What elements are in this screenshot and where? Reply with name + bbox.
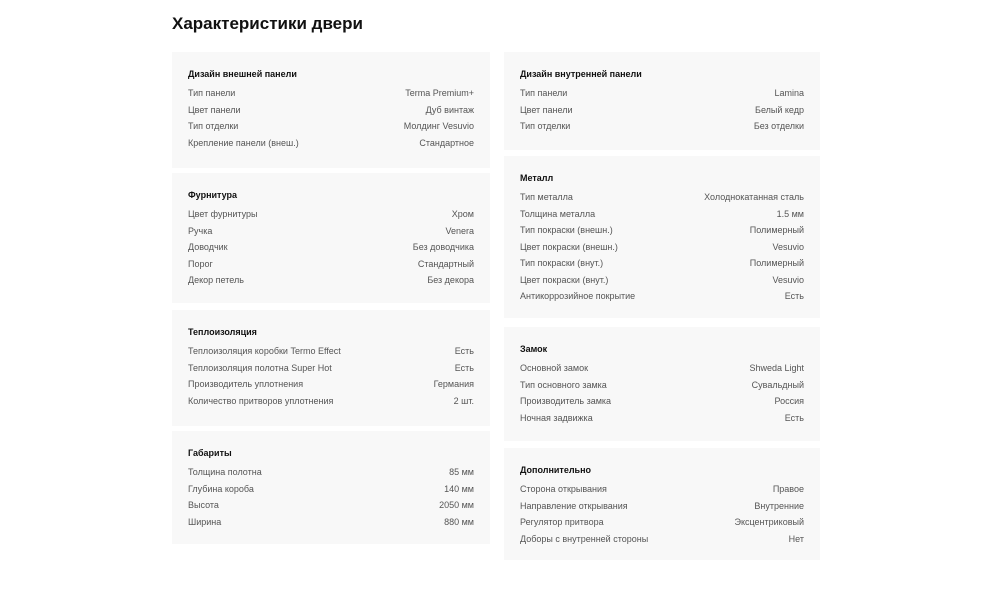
spec-row xyxy=(520,85,804,102)
spec-label: Декор петель xyxy=(188,275,244,285)
spec-value: Молдинг Vesuvio xyxy=(403,121,474,131)
spec-value: Сувальдный xyxy=(751,379,804,390)
spec-row xyxy=(188,272,474,289)
spec-label: Цвет фурнитуры xyxy=(188,209,258,219)
spec-row xyxy=(188,376,474,393)
spec-value: 1.5 мм xyxy=(776,208,804,219)
spec-row xyxy=(188,85,474,102)
spec-row xyxy=(188,102,474,119)
spec-value: Есть xyxy=(784,291,804,301)
spec-label: Толщина металла xyxy=(520,208,596,219)
spec-value: Правое xyxy=(772,484,804,494)
spec-value: 2 шт. xyxy=(453,395,474,406)
spec-label: Толщина полотна xyxy=(188,467,262,477)
spec-row xyxy=(188,497,474,514)
spec-label: Тип металла xyxy=(520,192,573,202)
section-exterior-panel xyxy=(172,52,490,168)
spec-label: Тип отделки xyxy=(188,121,239,131)
spec-label: Сторона открывания xyxy=(520,484,607,494)
spec-row xyxy=(188,514,474,531)
spec-label: Тип основного замка xyxy=(520,379,607,390)
spec-value: 85 мм xyxy=(449,467,474,477)
spec-row xyxy=(520,377,804,394)
spec-row xyxy=(520,498,804,515)
spec-row xyxy=(520,481,804,498)
spec-value: Эксцентриковый xyxy=(734,517,804,527)
spec-row xyxy=(520,531,804,548)
spec-label: Цвет покраски (внут.) xyxy=(520,274,609,285)
spec-value: Lamina xyxy=(774,88,804,98)
spec-row xyxy=(520,360,804,377)
page-title: Характеристики двери xyxy=(172,14,363,33)
spec-value: Полимерный xyxy=(749,225,804,235)
section-metal xyxy=(504,156,820,318)
spec-label: Доборы с внутренней стороны xyxy=(520,533,649,544)
section-title: Теплоизоляция xyxy=(188,327,257,337)
section-title: Замок xyxy=(520,344,548,354)
spec-row xyxy=(520,222,804,239)
spec-value: Стандартный xyxy=(417,258,474,269)
spec-row xyxy=(188,393,474,410)
spec-row xyxy=(188,256,474,273)
spec-value: Белый кедр xyxy=(755,104,804,115)
spec-label: Ширина xyxy=(188,516,222,527)
spec-label: Глубина короба xyxy=(188,483,254,494)
spec-value: 880 мм xyxy=(444,516,474,527)
spec-row xyxy=(520,206,804,223)
section-title: Фурнитура xyxy=(188,190,238,200)
spec-value: Есть xyxy=(784,412,804,423)
spec-row xyxy=(188,206,474,223)
spec-label: Производитель уплотнения xyxy=(188,379,304,389)
spec-row xyxy=(520,272,804,289)
section-hardware xyxy=(172,173,490,303)
spec-row xyxy=(520,288,804,305)
section-title: Дизайн внутренней панели xyxy=(520,69,642,79)
spec-label: Цвет покраски (внешн.) xyxy=(520,241,618,252)
spec-value: Россия xyxy=(774,396,804,406)
spec-value: Shweda Light xyxy=(749,363,804,373)
spec-label: Направление открывания xyxy=(520,500,628,511)
section-title: Дополнительно xyxy=(520,465,592,475)
spec-label: Производитель замка xyxy=(520,396,612,406)
spec-label: Основной замок xyxy=(520,363,589,373)
spec-label: Тип панели xyxy=(520,88,568,98)
spec-row xyxy=(520,118,804,135)
spec-row xyxy=(520,239,804,256)
spec-value: Без доводчика xyxy=(412,242,474,252)
spec-value: Есть xyxy=(454,346,474,356)
spec-value: Холоднокатанная сталь xyxy=(704,192,804,202)
spec-label: Тип покраски (внешн.) xyxy=(520,225,613,235)
spec-value: Vesuvio xyxy=(772,274,804,285)
spec-label: Количество притворов уплотнения xyxy=(188,395,334,406)
spec-row xyxy=(188,343,474,360)
spec-value: Vesuvio xyxy=(772,241,804,252)
spec-value: Внутренние xyxy=(754,500,804,511)
spec-row xyxy=(188,118,474,135)
spec-row xyxy=(520,514,804,531)
section-interior-panel xyxy=(504,52,820,150)
spec-value: Есть xyxy=(454,362,474,373)
spec-value: 140 мм xyxy=(444,483,474,494)
spec-label: Высота xyxy=(188,500,219,510)
spec-row xyxy=(188,223,474,240)
spec-row xyxy=(188,135,474,152)
spec-row xyxy=(520,189,804,206)
spec-value: Дуб винтаж xyxy=(425,104,474,115)
spec-value: Нет xyxy=(788,533,804,544)
spec-value: Хром xyxy=(451,209,474,219)
spec-row xyxy=(188,481,474,498)
spec-label: Цвет панели xyxy=(188,104,241,115)
spec-label: Теплоизоляция полотна Super Hot xyxy=(188,362,332,373)
spec-row xyxy=(188,464,474,481)
spec-label: Тип покраски (внут.) xyxy=(520,258,604,268)
spec-label: Тип отделки xyxy=(520,121,571,131)
spec-label: Порог xyxy=(188,258,213,269)
spec-label: Ручка xyxy=(188,225,213,236)
spec-label: Антикоррозийное покрытие xyxy=(520,291,636,301)
spec-label: Теплоизоляция коробки Termo Effect xyxy=(188,346,341,356)
spec-value: Terma Premium+ xyxy=(405,88,474,98)
spec-row xyxy=(520,410,804,427)
spec-label: Ночная задвижка xyxy=(520,412,593,423)
section-additional xyxy=(504,448,820,560)
spec-row xyxy=(188,239,474,256)
spec-value: Без отделки xyxy=(753,121,804,131)
spec-row xyxy=(520,255,804,272)
section-dimensions xyxy=(172,431,490,544)
section-title: Дизайн внешней панели xyxy=(188,69,297,79)
spec-value: Стандартное xyxy=(419,137,474,148)
spec-label: Тип панели xyxy=(188,88,236,98)
spec-label: Регулятор притвора xyxy=(520,517,604,527)
spec-label: Крепление панели (внеш.) xyxy=(188,137,299,148)
section-title: Металл xyxy=(520,173,554,183)
section-lock xyxy=(504,327,820,441)
spec-value: 2050 мм xyxy=(439,500,474,510)
spec-row xyxy=(520,102,804,119)
spec-value: Без декора xyxy=(427,275,474,285)
spec-label: Цвет панели xyxy=(520,104,573,115)
spec-value: Германия xyxy=(433,379,474,389)
spec-value: Полимерный xyxy=(749,258,804,268)
section-title: Габариты xyxy=(188,448,232,458)
spec-label: Доводчик xyxy=(188,242,228,252)
spec-row xyxy=(188,360,474,377)
spec-row xyxy=(520,393,804,410)
spec-value: Venera xyxy=(445,225,474,236)
section-insulation xyxy=(172,310,490,426)
